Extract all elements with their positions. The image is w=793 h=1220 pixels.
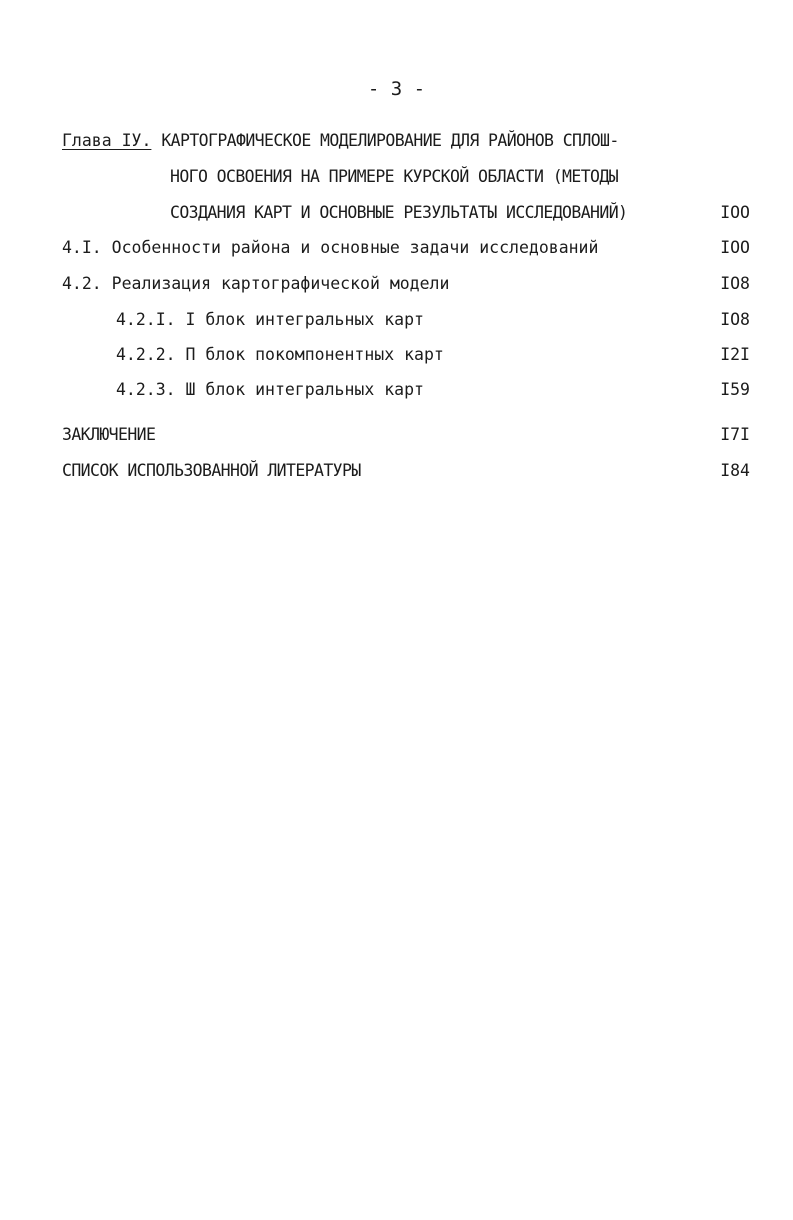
section-page: IO8 <box>720 310 750 329</box>
section-title: 4.2. Реализация картографической модели <box>62 274 450 293</box>
conclusion-page: I7I <box>720 425 750 444</box>
toc-section-4-2-2 <box>116 342 750 368</box>
section-title: 4.2.3. Ш блок интегральных карт <box>116 380 424 399</box>
toc-section-4-2-1 <box>116 307 750 333</box>
section-title: 4.2.2. П блок покомпонентных карт <box>116 345 444 364</box>
chapter-title-line-2: НОГО ОСВОЕНИЯ НА ПРИМЕРЕ КУРСКОЙ ОБЛАСТИ (МЕТОДЫ <box>170 167 619 186</box>
section-page: IO8 <box>720 274 750 293</box>
conclusion-title: ЗАКЛЮЧЕНИЕ <box>62 425 156 444</box>
toc-chapter-line-2 <box>170 164 750 190</box>
toc-chapter-line-3 <box>170 200 750 226</box>
toc-section-4-2-3 <box>116 377 750 403</box>
chapter-page: IOO <box>720 203 750 222</box>
chapter-title-line-1: КАРТОГРАФИЧЕСКОЕ МОДЕЛИРОВАНИЕ ДЛЯ РАЙОНОВ СПЛОШ- <box>161 131 619 150</box>
toc-section-4-2 <box>62 271 750 297</box>
section-page: I59 <box>720 380 750 399</box>
page-number: - 3 - <box>367 78 426 100</box>
references-page: I84 <box>720 461 750 480</box>
chapter-title-line-3: СОЗДАНИЯ КАРТ И ОСНОВНЫЕ РЕЗУЛЬТАТЫ ИССЛЕДОВАНИЙ) <box>170 203 628 222</box>
section-page: I2I <box>720 345 750 364</box>
toc-section-4-1 <box>62 235 750 261</box>
references-title: СПИСОК ИСПОЛЬЗОВАННОЙ ЛИТЕРАТУРЫ <box>62 461 361 480</box>
toc-conclusion <box>62 422 750 448</box>
toc-chapter-line-1 <box>62 128 750 154</box>
section-title: 4.2.I. I блок интегральных карт <box>116 310 424 329</box>
section-title: 4.I. Особенности района и основные задачи исследований <box>62 238 599 257</box>
chapter-label: Глава IУ. <box>62 131 152 150</box>
toc-references <box>62 458 750 484</box>
section-page: IOO <box>720 238 750 257</box>
